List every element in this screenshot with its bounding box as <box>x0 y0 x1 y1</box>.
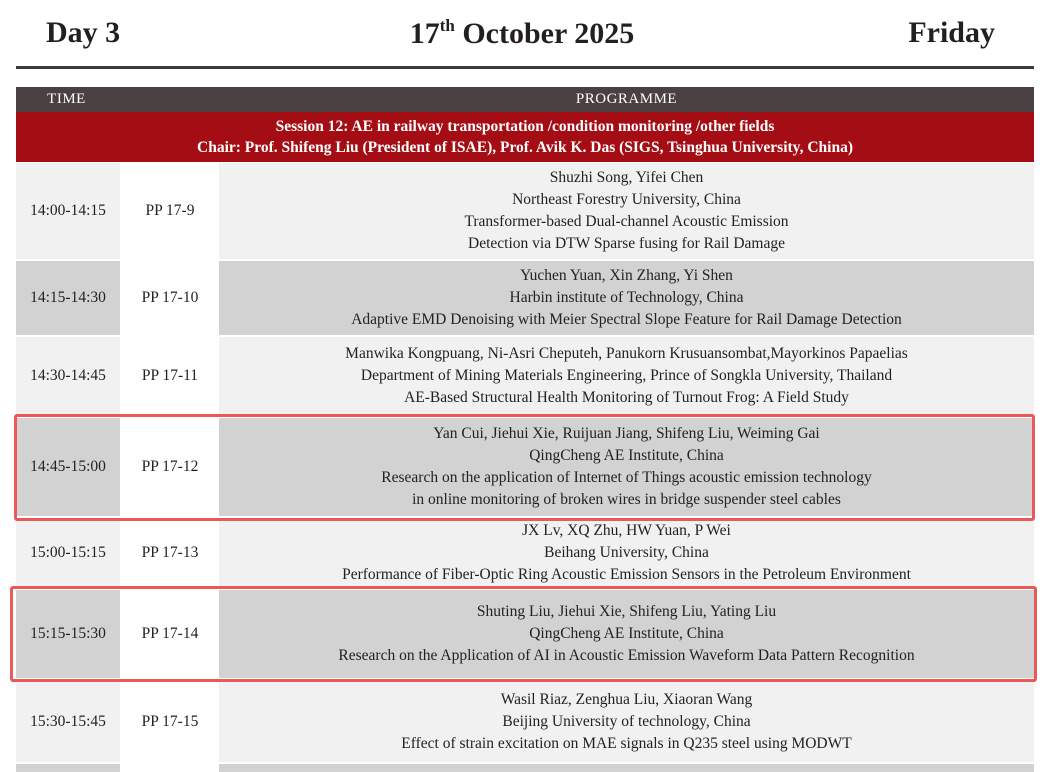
weekday-label: Friday <box>908 16 995 49</box>
table-row <box>16 682 1034 762</box>
row-authors: Manwika Kongpuang, Ni-Asri Cheputeh, Panukorn Krusuansombat,Mayorkinos Papaelias <box>345 344 908 362</box>
row-title-cont: Detection via DTW Sparse fusing for Rail Damage <box>468 235 785 252</box>
row-title: Adaptive EMD Denoising with Meier Spectral Slope Feature for Rail Damage Detection <box>351 311 902 328</box>
row-authors: Yuchen Yuan, Xin Zhang, Yi Shen <box>520 267 733 284</box>
row-title: AE-Based Structural Health Monitoring of Turnout Frog: A Field Study <box>404 388 849 406</box>
row-code: PP 17-13 <box>141 544 199 561</box>
col-programme: PROGRAMME <box>575 91 678 107</box>
row-time: 14:15-14:30 <box>30 289 106 306</box>
page-header <box>0 0 1044 66</box>
row-code: PP 17-11 <box>141 366 199 384</box>
row-affiliation: Beijing University of technology, China <box>502 713 751 730</box>
date-suffix: th <box>439 16 455 35</box>
row-authors: Shuzhi Song, Yifei Chen <box>549 169 704 186</box>
row-authors: Shuting Liu, Jiehui Xie, Shifeng Liu, Yating Liu <box>476 603 777 620</box>
row-time: 14:30-14:45 <box>30 366 106 384</box>
date-label <box>0 16 1044 51</box>
row-affiliation: Beihang University, China <box>544 544 709 561</box>
row-time: 15:30-15:45 <box>30 713 106 730</box>
highlight-box <box>10 586 1037 682</box>
column-header <box>16 87 1034 112</box>
highlight-box <box>14 414 1035 521</box>
day-label: Day 3 <box>46 16 121 49</box>
row-title: Transformer-based Dual-channel Acoustic Emission <box>464 213 789 230</box>
row-time: 14:00-14:15 <box>30 202 106 219</box>
row-code: PP 17-9 <box>145 202 195 219</box>
row-affiliation: QingCheng AE Institute, China <box>529 447 724 464</box>
session-banner <box>16 112 1034 162</box>
row-title: Performance of Fiber-Optic Ring Acoustic Emission Sensors in the Petroleum Environment <box>342 566 911 583</box>
row-code: PP 17-14 <box>141 625 199 642</box>
row-authors: Yan Cui, Jiehui Xie, Ruijuan Jiang, Shifeng Liu, Weiming Gai <box>433 425 820 442</box>
row-authors: Wasil Riaz, Zenghua Liu, Xiaoran Wang <box>500 691 753 708</box>
row-time: 15:15-15:30 <box>30 625 106 642</box>
row-affiliation: Department of Mining Materials Engineering, Prince of Songkla University, Thailand <box>360 366 893 384</box>
date-month-year: October 2025 <box>462 17 635 50</box>
session-title: Session 12: AE in railway transportation /condition monitoring /other fields <box>275 118 775 135</box>
row-code: PP 17-15 <box>141 713 199 730</box>
row-affiliation: Harbin institute of Technology, China <box>509 289 744 306</box>
table-row <box>16 337 1034 414</box>
row-title: Research on the application of Internet of Things acoustic emission technology <box>381 469 872 486</box>
row-title: Effect of strain excitation on MAE signals in Q235 steel using MODWT <box>401 735 852 752</box>
row-authors: JX Lv, XQ Zhu, HW Yuan, P Wei <box>522 522 731 539</box>
date-day: 17 <box>409 17 440 50</box>
row-affiliation: Northeast Forestry University, China <box>512 191 741 208</box>
row-title-cont: in online monitoring of broken wires in bridge suspender steel cables <box>412 491 841 508</box>
col-time: TIME <box>47 91 86 107</box>
table-row <box>16 163 1034 259</box>
row-time: 15:00-15:15 <box>30 544 106 561</box>
row-code: PP 17-12 <box>141 458 199 475</box>
row-affiliation: QingCheng AE Institute, China <box>529 625 724 642</box>
table-row <box>16 261 1034 335</box>
row-time: 14:45-15:00 <box>30 458 106 475</box>
table-row-partial <box>16 764 1034 772</box>
header-divider <box>16 66 1034 69</box>
session-chair: Chair: Prof. Shifeng Liu (President of ISAE), Prof. Avik K. Das (SIGS, Tsinghua University, China) <box>197 139 853 156</box>
row-code: PP 17-10 <box>141 289 199 306</box>
row-title: Research on the Application of AI in Acoustic Emission Waveform Data Pattern Recognition <box>338 647 915 664</box>
table-row <box>16 520 1034 586</box>
